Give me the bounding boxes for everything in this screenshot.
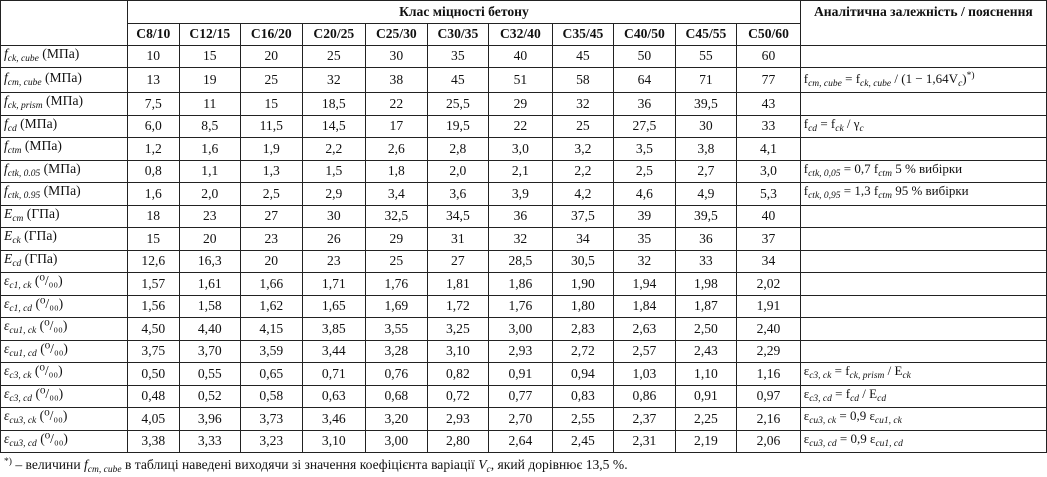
value-cell: 4,50 xyxy=(128,318,179,341)
class-header-cell: C12/15 xyxy=(179,23,241,45)
value-cell: 2,57 xyxy=(614,340,676,363)
class-header-cell: C35/45 xyxy=(552,23,614,45)
value-cell: 15 xyxy=(241,93,303,116)
value-cell: 3,6 xyxy=(427,183,489,206)
value-cell: 2,83 xyxy=(552,318,614,341)
formula-cell: $f_{cd} = f_{ck} / \gamma_c$ xyxy=(800,115,1046,138)
value-cell: 2,72 xyxy=(552,340,614,363)
value-cell: 1,9 xyxy=(241,138,303,161)
value-cell: 34 xyxy=(552,228,614,251)
formula-cell xyxy=(800,318,1046,341)
value-cell: 22 xyxy=(489,115,553,138)
class-header-cell: C30/35 xyxy=(427,23,489,45)
formula-cell xyxy=(800,45,1046,68)
formula-cell: $f_{ctk, 0,05} = 0,7$ $f_{ctm}$ 5 % вибірки xyxy=(800,160,1046,183)
value-cell: 2,06 xyxy=(737,430,801,453)
value-cell: 0,71 xyxy=(302,363,366,386)
value-cell: 45 xyxy=(552,45,614,68)
value-cell: 20 xyxy=(241,250,303,273)
value-cell: 33 xyxy=(737,115,801,138)
parameter-cell: $\varepsilon_{cu1, ck}$ (⁰/₀₀) xyxy=(1,318,128,341)
value-cell: 19 xyxy=(179,68,241,93)
value-cell: 0,58 xyxy=(241,385,303,408)
value-cell: 4,15 xyxy=(241,318,303,341)
table-row xyxy=(1,228,1047,251)
value-cell: 2,5 xyxy=(241,183,303,206)
value-cell: 37,5 xyxy=(552,205,614,228)
table-row xyxy=(1,408,1047,431)
class-header-cell: C45/55 xyxy=(675,23,737,45)
value-cell: 29 xyxy=(366,228,428,251)
class-header-cell: C25/30 xyxy=(366,23,428,45)
parameter-cell: $\varepsilon_{c3, ck}$ (⁰/₀₀) xyxy=(1,363,128,386)
value-cell: 2,93 xyxy=(427,408,489,431)
value-cell: 0,91 xyxy=(675,385,737,408)
value-cell: 4,2 xyxy=(552,183,614,206)
table-row xyxy=(1,183,1047,206)
value-cell: 1,69 xyxy=(366,295,428,318)
value-cell: 3,0 xyxy=(489,138,553,161)
parameter-cell: $f_{ctk, 0.95}$ (МПа) xyxy=(1,183,128,206)
value-cell: 3,0 xyxy=(737,160,801,183)
class-header-cell: C40/50 xyxy=(614,23,676,45)
formula-cell xyxy=(800,138,1046,161)
value-cell: 0,76 xyxy=(366,363,428,386)
value-cell: 32,5 xyxy=(366,205,428,228)
value-cell: 25 xyxy=(552,115,614,138)
class-header-cell: C20/25 xyxy=(302,23,366,45)
table-row xyxy=(1,318,1047,341)
value-cell: 2,0 xyxy=(427,160,489,183)
value-cell: 27,5 xyxy=(614,115,676,138)
value-cell: 8,5 xyxy=(179,115,241,138)
value-cell: 2,9 xyxy=(302,183,366,206)
value-cell: 0,48 xyxy=(128,385,179,408)
value-cell: 3,9 xyxy=(489,183,553,206)
table-row xyxy=(1,45,1047,68)
value-cell: 40 xyxy=(489,45,553,68)
value-cell: 3,10 xyxy=(427,340,489,363)
analytic-header: Аналітична залежність / пояснення xyxy=(800,1,1046,46)
value-cell: 13 xyxy=(128,68,179,93)
formula-cell: $\varepsilon_{c3, cd} = f_{cd} / E_{cd}$ xyxy=(800,385,1046,408)
value-cell: 0,91 xyxy=(489,363,553,386)
value-cell: 27 xyxy=(427,250,489,273)
strength-class-header: Клас міцності бетону xyxy=(128,1,801,24)
value-cell: 45 xyxy=(427,68,489,93)
value-cell: 1,8 xyxy=(366,160,428,183)
value-cell: 38 xyxy=(366,68,428,93)
value-cell: 33 xyxy=(675,250,737,273)
value-cell: 0,94 xyxy=(552,363,614,386)
value-cell: 1,66 xyxy=(241,273,303,296)
value-cell: 0,83 xyxy=(552,385,614,408)
value-cell: 64 xyxy=(614,68,676,93)
value-cell: 0,82 xyxy=(427,363,489,386)
value-cell: 36 xyxy=(675,228,737,251)
value-cell: 1,10 xyxy=(675,363,737,386)
value-cell: 1,87 xyxy=(675,295,737,318)
table-row xyxy=(1,205,1047,228)
value-cell: 30 xyxy=(366,45,428,68)
value-cell: 0,68 xyxy=(366,385,428,408)
value-cell: 17 xyxy=(366,115,428,138)
value-cell: 2,50 xyxy=(675,318,737,341)
value-cell: 2,37 xyxy=(614,408,676,431)
value-cell: 3,8 xyxy=(675,138,737,161)
value-cell: 2,55 xyxy=(552,408,614,431)
parameter-cell: $\varepsilon_{cu3, cd}$ (⁰/₀₀) xyxy=(1,430,128,453)
value-cell: 36 xyxy=(614,93,676,116)
value-cell: 15 xyxy=(179,45,241,68)
parameter-cell: $E_{cd}$ (ГПа) xyxy=(1,250,128,273)
value-cell: 2,19 xyxy=(675,430,737,453)
value-cell: 32 xyxy=(552,93,614,116)
table-row xyxy=(1,160,1047,183)
value-cell: 2,8 xyxy=(427,138,489,161)
parameter-cell: $\varepsilon_{cu3, ck}$ (⁰/₀₀) xyxy=(1,408,128,431)
class-header-cell: C50/60 xyxy=(737,23,801,45)
value-cell: 71 xyxy=(675,68,737,93)
formula-cell xyxy=(800,93,1046,116)
value-cell: 0,86 xyxy=(614,385,676,408)
value-cell: 3,10 xyxy=(302,430,366,453)
value-cell: 3,5 xyxy=(614,138,676,161)
value-cell: 58 xyxy=(552,68,614,93)
value-cell: 29 xyxy=(489,93,553,116)
parameter-cell: $\varepsilon_{c1, ck}$ (⁰/₀₀) xyxy=(1,273,128,296)
value-cell: 3,75 xyxy=(128,340,179,363)
value-cell: 1,57 xyxy=(128,273,179,296)
value-cell: 18 xyxy=(128,205,179,228)
value-cell: 18,5 xyxy=(302,93,366,116)
value-cell: 55 xyxy=(675,45,737,68)
value-cell: 14,5 xyxy=(302,115,366,138)
value-cell: 2,7 xyxy=(675,160,737,183)
table-row xyxy=(1,295,1047,318)
value-cell: 3,33 xyxy=(179,430,241,453)
value-cell: 3,00 xyxy=(366,430,428,453)
value-cell: 1,1 xyxy=(179,160,241,183)
value-cell: 1,56 xyxy=(128,295,179,318)
value-cell: 2,63 xyxy=(614,318,676,341)
value-cell: 25 xyxy=(366,250,428,273)
value-cell: 37 xyxy=(737,228,801,251)
footnote: *) – величини $f_{cm, cube}$ в таблиці наведені виходячи зі значення коефіцієнта варіації $V_c$, який дорівнює 13,5 %. xyxy=(4,457,628,475)
parameter-cell: $\varepsilon_{c1, cd}$ (⁰/₀₀) xyxy=(1,295,128,318)
value-cell: 1,65 xyxy=(302,295,366,318)
value-cell: 77 xyxy=(737,68,801,93)
value-cell: 51 xyxy=(489,68,553,93)
value-cell: 0,77 xyxy=(489,385,553,408)
value-cell: 32 xyxy=(614,250,676,273)
value-cell: 34 xyxy=(737,250,801,273)
value-cell: 3,85 xyxy=(302,318,366,341)
value-cell: 2,70 xyxy=(489,408,553,431)
value-cell: 30,5 xyxy=(552,250,614,273)
formula-cell: $f_{cm, cube} = f_{ck, cube} / (1 - 1,64V_c)^{*)}$ xyxy=(800,68,1046,93)
value-cell: 11 xyxy=(179,93,241,116)
value-cell: 3,55 xyxy=(366,318,428,341)
table-row xyxy=(1,385,1047,408)
value-cell: 1,80 xyxy=(552,295,614,318)
value-cell: 1,61 xyxy=(179,273,241,296)
value-cell: 11,5 xyxy=(241,115,303,138)
value-cell: 2,6 xyxy=(366,138,428,161)
parameter-cell: $E_{ck}$ (ГПа) xyxy=(1,228,128,251)
table-row xyxy=(1,250,1047,273)
parameter-cell: $E_{cm}$ (ГПа) xyxy=(1,205,128,228)
value-cell: 1,62 xyxy=(241,295,303,318)
value-cell: 1,16 xyxy=(737,363,801,386)
value-cell: 7,5 xyxy=(128,93,179,116)
value-cell: 30 xyxy=(675,115,737,138)
value-cell: 20 xyxy=(241,45,303,68)
value-cell: 2,25 xyxy=(675,408,737,431)
value-cell: 3,23 xyxy=(241,430,303,453)
value-cell: 1,84 xyxy=(614,295,676,318)
table-row xyxy=(1,115,1047,138)
parameter-cell: $f_{ck, prism}$ (МПа) xyxy=(1,93,128,116)
value-cell: 32 xyxy=(302,68,366,93)
value-cell: 25,5 xyxy=(427,93,489,116)
value-cell: 19,5 xyxy=(427,115,489,138)
value-cell: 3,70 xyxy=(179,340,241,363)
value-cell: 25 xyxy=(302,45,366,68)
value-cell: 30 xyxy=(302,205,366,228)
value-cell: 0,65 xyxy=(241,363,303,386)
value-cell: 25 xyxy=(241,68,303,93)
value-cell: 4,1 xyxy=(737,138,801,161)
class-header-cell: C32/40 xyxy=(489,23,553,45)
parameter-cell: $\varepsilon_{cu1, cd}$ (⁰/₀₀) xyxy=(1,340,128,363)
value-cell: 2,2 xyxy=(552,160,614,183)
value-cell: 1,81 xyxy=(427,273,489,296)
value-cell: 35 xyxy=(427,45,489,68)
value-cell: 1,2 xyxy=(128,138,179,161)
value-cell: 0,8 xyxy=(128,160,179,183)
value-cell: 40 xyxy=(737,205,801,228)
table-row xyxy=(1,340,1047,363)
parameter-cell: $f_{cd}$ (МПа) xyxy=(1,115,128,138)
value-cell: 1,72 xyxy=(427,295,489,318)
value-cell: 4,6 xyxy=(614,183,676,206)
value-cell: 6,0 xyxy=(128,115,179,138)
value-cell: 28,5 xyxy=(489,250,553,273)
value-cell: 39,5 xyxy=(675,93,737,116)
formula-cell xyxy=(800,205,1046,228)
value-cell: 1,86 xyxy=(489,273,553,296)
class-header-cell: C16/20 xyxy=(241,23,303,45)
value-cell: 1,03 xyxy=(614,363,676,386)
value-cell: 50 xyxy=(614,45,676,68)
value-cell: 15 xyxy=(128,228,179,251)
value-cell: 43 xyxy=(737,93,801,116)
parameter-cell: $f_{ck, cube}$ (МПа) xyxy=(1,45,128,68)
value-cell: 2,80 xyxy=(427,430,489,453)
value-cell: 16,3 xyxy=(179,250,241,273)
value-cell: 2,29 xyxy=(737,340,801,363)
value-cell: 0,55 xyxy=(179,363,241,386)
value-cell: 2,93 xyxy=(489,340,553,363)
value-cell: 1,6 xyxy=(179,138,241,161)
value-cell: 0,52 xyxy=(179,385,241,408)
value-cell: 1,76 xyxy=(489,295,553,318)
value-cell: 3,96 xyxy=(179,408,241,431)
value-cell: 1,94 xyxy=(614,273,676,296)
value-cell: 1,71 xyxy=(302,273,366,296)
class-header-cell: C8/10 xyxy=(128,23,179,45)
value-cell: 32 xyxy=(489,228,553,251)
formula-cell xyxy=(800,250,1046,273)
value-cell: 4,40 xyxy=(179,318,241,341)
table-row xyxy=(1,430,1047,453)
value-cell: 0,97 xyxy=(737,385,801,408)
value-cell: 3,4 xyxy=(366,183,428,206)
value-cell: 2,1 xyxy=(489,160,553,183)
value-cell: 23 xyxy=(241,228,303,251)
value-cell: 2,40 xyxy=(737,318,801,341)
value-cell: 2,5 xyxy=(614,160,676,183)
parameter-cell: $f_{cm, cube}$ (МПа) xyxy=(1,68,128,93)
formula-cell xyxy=(800,295,1046,318)
value-cell: 26 xyxy=(302,228,366,251)
value-cell: 1,3 xyxy=(241,160,303,183)
table-row xyxy=(1,93,1047,116)
value-cell: 60 xyxy=(737,45,801,68)
value-cell: 4,05 xyxy=(128,408,179,431)
value-cell: 0,72 xyxy=(427,385,489,408)
table-row xyxy=(1,138,1047,161)
value-cell: 1,90 xyxy=(552,273,614,296)
value-cell: 1,98 xyxy=(675,273,737,296)
value-cell: 3,38 xyxy=(128,430,179,453)
value-cell: 20 xyxy=(179,228,241,251)
value-cell: 2,16 xyxy=(737,408,801,431)
value-cell: 1,5 xyxy=(302,160,366,183)
corner-cell xyxy=(1,1,128,46)
value-cell: 4,9 xyxy=(675,183,737,206)
value-cell: 2,43 xyxy=(675,340,737,363)
parameter-cell: $\varepsilon_{c3, cd}$ (⁰/₀₀) xyxy=(1,385,128,408)
value-cell: 3,44 xyxy=(302,340,366,363)
value-cell: 1,58 xyxy=(179,295,241,318)
value-cell: 10 xyxy=(128,45,179,68)
parameter-cell: $f_{ctk, 0.05}$ (МПа) xyxy=(1,160,128,183)
value-cell: 1,6 xyxy=(128,183,179,206)
parameter-cell: $f_{ctm}$ (МПа) xyxy=(1,138,128,161)
value-cell: 39 xyxy=(614,205,676,228)
formula-cell: $\varepsilon_{cu3, ck} = 0,9$ $\varepsilon_{cu1, ck}$ xyxy=(800,408,1046,431)
value-cell: 2,45 xyxy=(552,430,614,453)
value-cell: 2,0 xyxy=(179,183,241,206)
value-cell: 39,5 xyxy=(675,205,737,228)
value-cell: 3,28 xyxy=(366,340,428,363)
formula-cell xyxy=(800,340,1046,363)
value-cell: 3,2 xyxy=(552,138,614,161)
value-cell: 36 xyxy=(489,205,553,228)
table-row xyxy=(1,68,1047,93)
value-cell: 27 xyxy=(241,205,303,228)
value-cell: 23 xyxy=(302,250,366,273)
formula-cell: $f_{ctk, 0,95} = 1,3$ $f_{ctm}$ 95 % вибірки xyxy=(800,183,1046,206)
value-cell: 3,00 xyxy=(489,318,553,341)
value-cell: 0,63 xyxy=(302,385,366,408)
value-cell: 2,31 xyxy=(614,430,676,453)
value-cell: 1,91 xyxy=(737,295,801,318)
value-cell: 2,02 xyxy=(737,273,801,296)
formula-cell: $\varepsilon_{c3, ck} = f_{ck, prism} / E_{ck}$ xyxy=(800,363,1046,386)
value-cell: 22 xyxy=(366,93,428,116)
value-cell: 3,46 xyxy=(302,408,366,431)
value-cell: 3,25 xyxy=(427,318,489,341)
value-cell: 12,6 xyxy=(128,250,179,273)
value-cell: 3,20 xyxy=(366,408,428,431)
value-cell: 3,73 xyxy=(241,408,303,431)
formula-cell xyxy=(800,228,1046,251)
formula-cell xyxy=(800,273,1046,296)
value-cell: 1,76 xyxy=(366,273,428,296)
value-cell: 35 xyxy=(614,228,676,251)
table-row xyxy=(1,273,1047,296)
value-cell: 23 xyxy=(179,205,241,228)
value-cell: 2,64 xyxy=(489,430,553,453)
formula-cell: $\varepsilon_{cu3, cd} = 0,9$ $\varepsilon_{cu1, cd}$ xyxy=(800,430,1046,453)
value-cell: 34,5 xyxy=(427,205,489,228)
value-cell: 5,3 xyxy=(737,183,801,206)
value-cell: 2,2 xyxy=(302,138,366,161)
value-cell: 3,59 xyxy=(241,340,303,363)
table-row xyxy=(1,363,1047,386)
value-cell: 31 xyxy=(427,228,489,251)
value-cell: 0,50 xyxy=(128,363,179,386)
